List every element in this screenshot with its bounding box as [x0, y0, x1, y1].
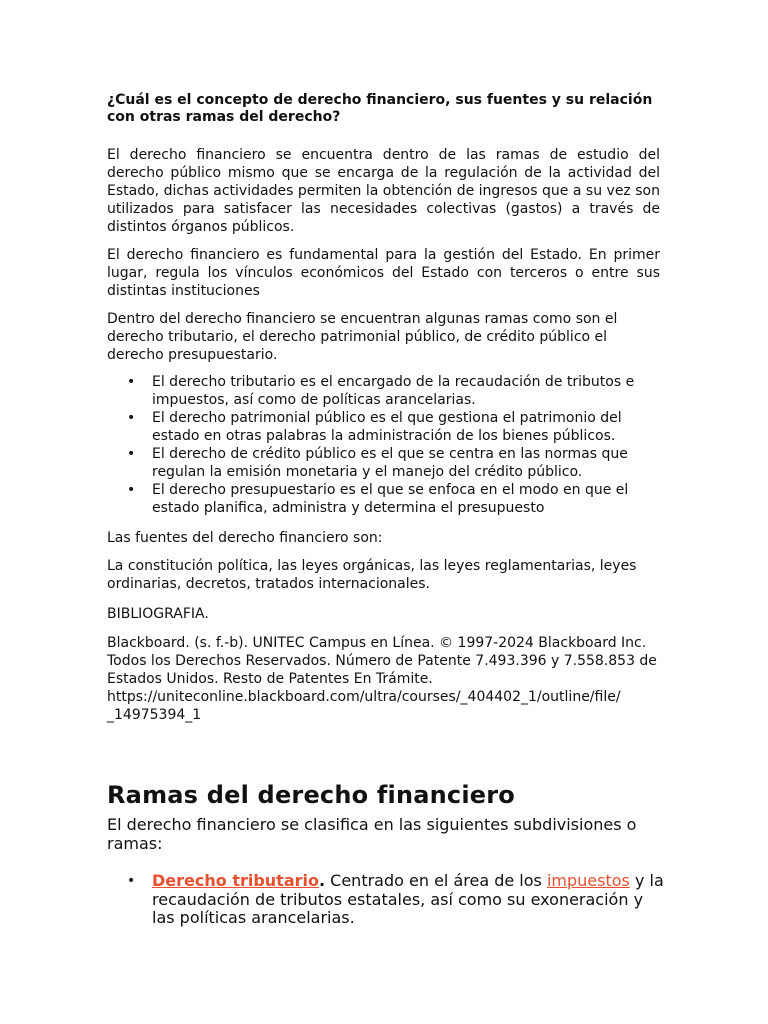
- bullet-icon: •: [127, 482, 136, 498]
- bibliography-url: https://uniteconline.blackboard.com/ultra/courses/_404402_1/outline/file/: [107, 689, 621, 705]
- bibliography-reference: Blackboard. (s. f.-b). UNITEC Campus en Línea. © 1997-2024 Blackboard Inc. Todos los Derechos Reservados. Número de Patente 7.493.396 y 7.558.853 de Estados Unidos. Resto de Patentes En Trámite. https://uniteconline.blackboard.com/ultra/courses/_404402_1/outline/file/ _14975394_1: [107, 634, 660, 724]
- ramas-list: [107, 872, 667, 928]
- list-item: • Derecho tributario. Centrado en el área de los impuestos y la recaudación de tributos estatales, así como su exoneración y las políticas arancelarias.: [127, 871, 664, 927]
- answer-section: [107, 92, 660, 724]
- branches-list: [107, 373, 660, 517]
- bullet-icon: •: [127, 873, 136, 889]
- paragraph-definition: El derecho financiero se encuentra dentro de las ramas de estudio del derecho público mismo que se encarga de la regulación de la actividad del Estado, dichas actividades permiten la obtención de ingresos que a su vez son utilizados para satisfacer las necesidades colectivas (gastos) a través de distintos órganos públicos.: [107, 147, 660, 235]
- impuestos-link[interactable]: impuestos: [546, 871, 630, 890]
- list-item: • El derecho patrimonial público es el que gestiona el patrimonio del estado en otras palabras la administración de los bienes públicos.: [127, 410, 622, 444]
- list-item: • El derecho tributario es el encargado de la recaudación de tributos e impuestos, así como de políticas arancelarias.: [127, 374, 635, 408]
- sources-list: La constitución política, las leyes orgánicas, las leyes reglamentarias, leyes ordinarias, decretos, tratados internacionales.: [107, 558, 637, 592]
- bullet-icon: •: [127, 410, 136, 426]
- section-heading: Ramas del derecho financiero: [107, 781, 515, 809]
- section-intro: El derecho financiero se clasifica en las siguientes subdivisiones o ramas:: [107, 815, 637, 853]
- question-title: ¿Cuál es el concepto de derecho financiero, sus fuentes y su relación con otras ramas del derecho?: [107, 92, 653, 125]
- derecho-tributario-link[interactable]: Derecho tributario: [152, 871, 319, 890]
- bullet-icon: •: [127, 446, 136, 462]
- ramas-section: [107, 778, 667, 928]
- bibliography-heading: BIBLIOGRAFIA.: [107, 606, 209, 622]
- paragraph-branches-intro: Dentro del derecho financiero se encuentran algunas ramas como son el derecho tributario, el derecho patrimonial público, de crédito público el derecho presupuestario.: [107, 311, 618, 363]
- list-item: • El derecho presupuestario es el que se enfoca en el modo en que el estado planifica, administra y determina el presupuesto: [127, 482, 629, 516]
- bullet-icon: •: [127, 374, 136, 390]
- bibliography-url-end: _14975394_1: [107, 707, 202, 723]
- sources-intro: Las fuentes del derecho financiero son:: [107, 530, 383, 546]
- list-item: • El derecho de crédito público es el que se centra en las normas que regulan la emisión monetaria y el manejo del crédito público.: [127, 446, 628, 480]
- paragraph-importance: El derecho financiero es fundamental para la gestión del Estado. En primer lugar, regula los vínculos económicos del Estado con terceros o entre sus distintas instituciones: [107, 247, 660, 299]
